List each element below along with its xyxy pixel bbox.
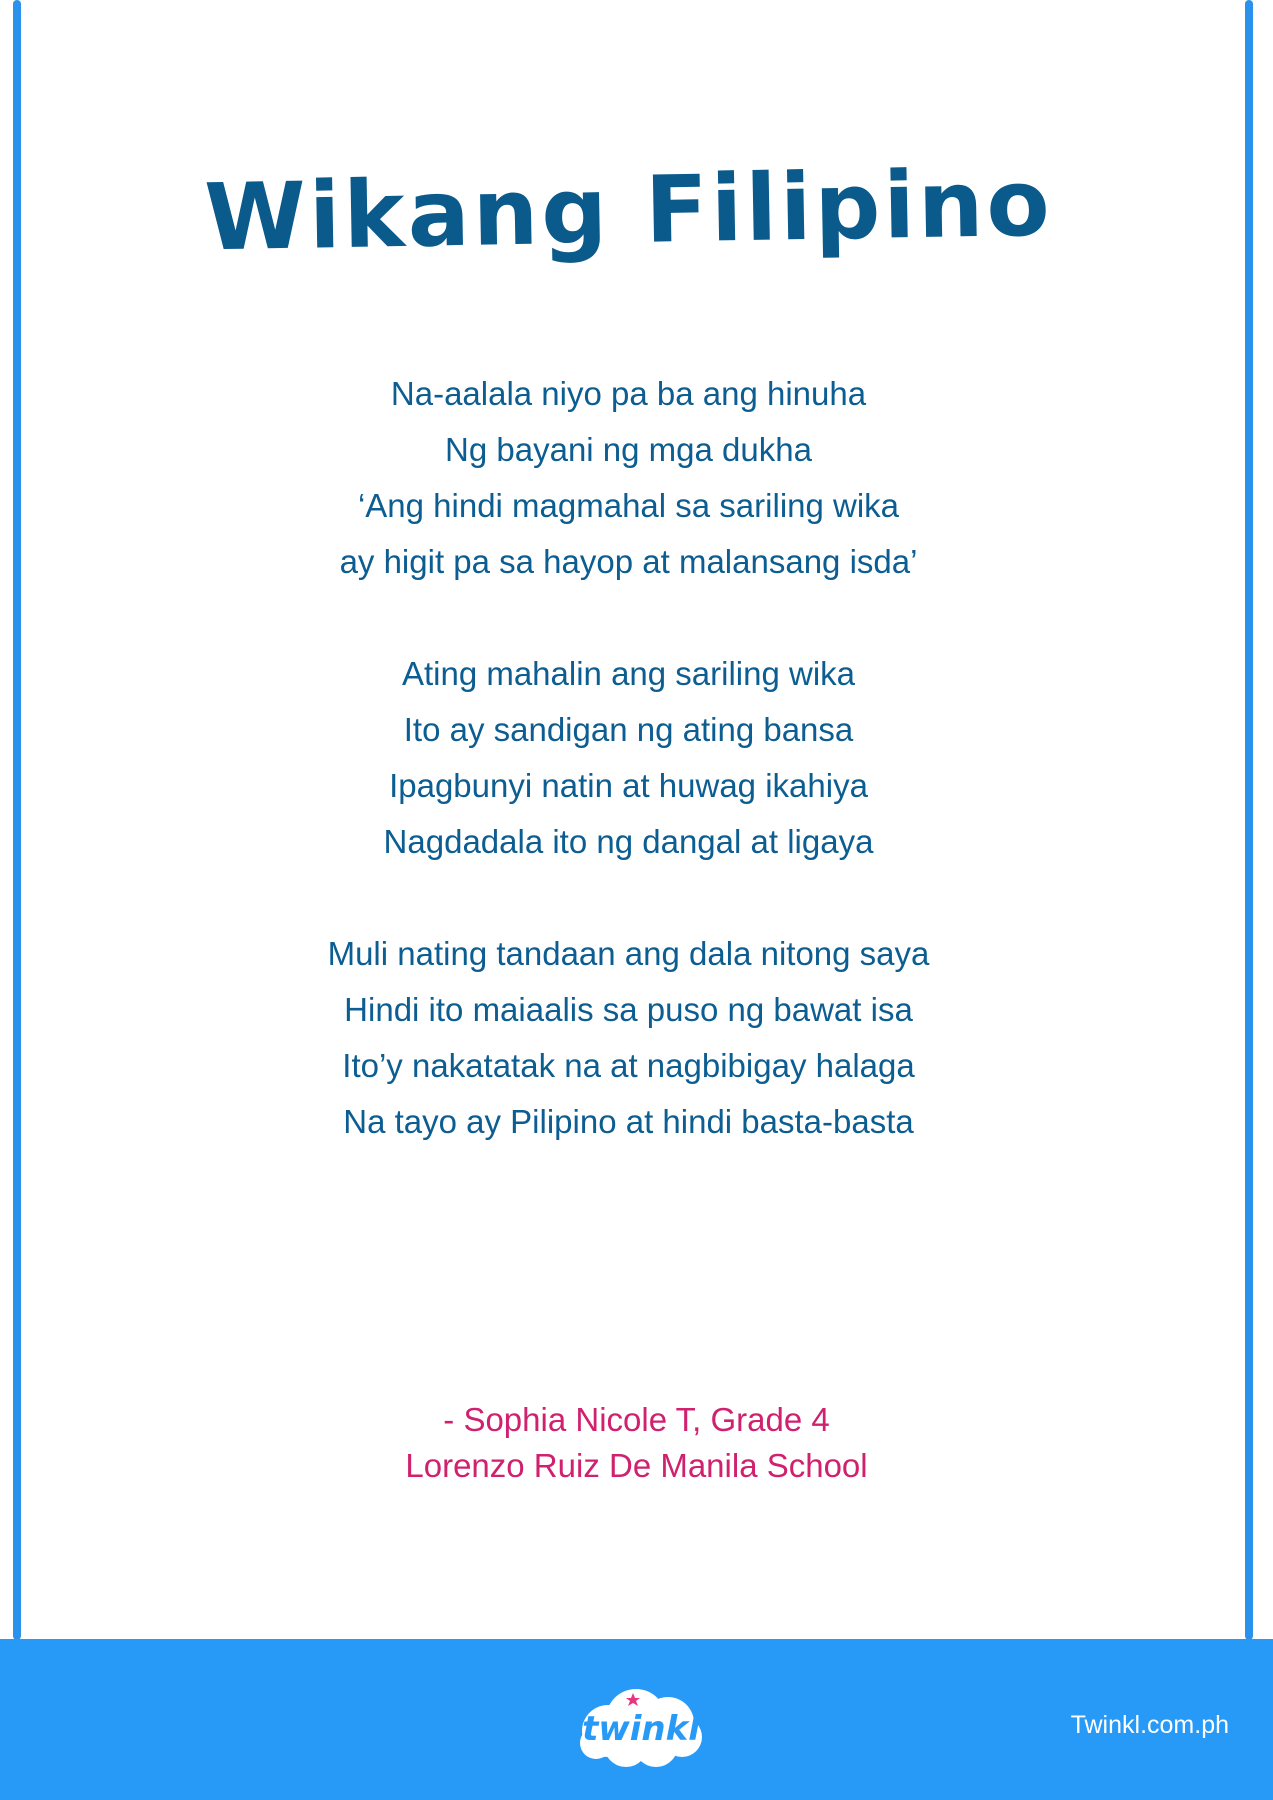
stanza <box>0 366 1257 590</box>
poem-line: Nagdadala ito ng dangal at ligaya <box>383 823 874 860</box>
poem-line: Ito’y nakatatak na at nagbibigay halaga <box>342 1047 915 1084</box>
poem-line: ay higit pa sa hayop at malansang isda’ <box>339 543 918 580</box>
poem-line: Ng bayani ng mga dukha <box>445 431 812 468</box>
poem-line: Hindi ito maiaalis sa puso ng bawat isa <box>344 991 913 1028</box>
footer-bar <box>0 1639 1273 1800</box>
poem-line: Na tayo ay Pilipino at hindi basta-basta <box>343 1103 914 1140</box>
stanza <box>0 926 1257 1150</box>
poem-line: Ating mahalin ang sariling wika <box>401 655 856 692</box>
poem-line: Ito ay sandigan ng ating bansa <box>403 711 854 748</box>
poem-line: ‘Ang hindi magmahal sa sariling wika <box>357 487 900 524</box>
twinkl-logo[interactable] <box>578 1687 704 1769</box>
school-name: Lorenzo Ruiz De Manila School <box>405 1447 868 1484</box>
logo-wordmark: twinkl <box>582 1709 700 1749</box>
poem-line: Na-aalala niyo pa ba ang hinuha <box>390 375 867 412</box>
site-url[interactable]: Twinkl.com.ph <box>1070 1711 1229 1739</box>
poem-title: Wikang Filipino <box>203 149 1054 272</box>
poem-line: Muli nating tandaan ang dala nitong saya <box>327 935 930 972</box>
stanza <box>0 646 1257 870</box>
poem-line: Ipagbunyi natin at huwag ikahiya <box>389 767 868 804</box>
poem-body <box>0 366 1257 1150</box>
author-credit <box>0 1397 1273 1489</box>
author-name: - Sophia Nicole T, Grade 4 <box>443 1401 830 1438</box>
